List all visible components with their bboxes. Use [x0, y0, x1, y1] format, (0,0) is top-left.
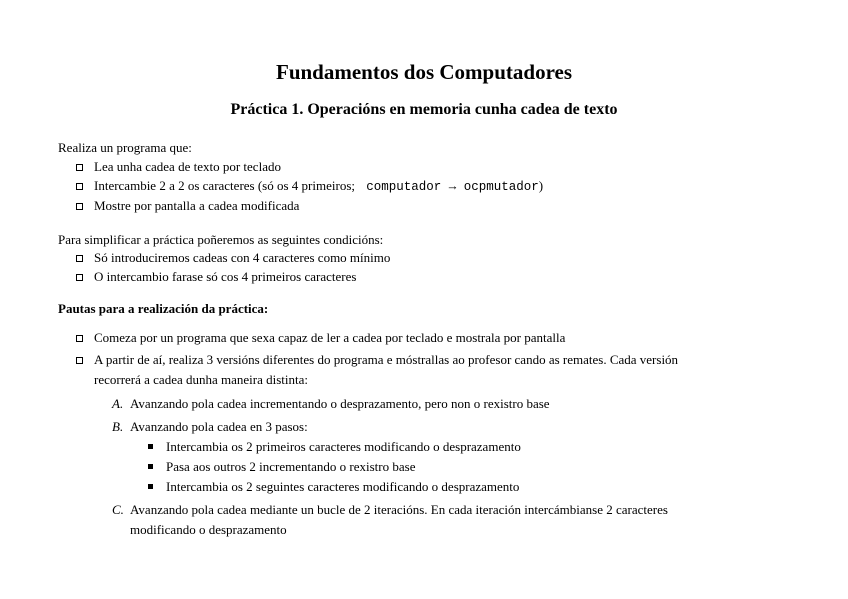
guideline-item-2-line-2: recorrerá a cadea dunha maneira distinta:	[94, 372, 309, 387]
version-c-line-1: Avanzando pola cadea mediante un bucle de 2 iteracións. En cada iteración intercámbianse 2 caracteres	[130, 502, 668, 517]
list-bullet-box	[76, 183, 83, 190]
example-close: )	[538, 178, 544, 193]
intro-item-2	[94, 176, 543, 197]
list-bullet-box	[76, 357, 83, 364]
intro-item-2-text: Intercambie 2 a 2 os caracteres (só os 4 primeiros;	[94, 178, 355, 193]
square-bullet	[148, 464, 153, 469]
version-c-letter: C.	[112, 502, 124, 517]
intro-text: Realiza un programa que:	[58, 140, 192, 155]
guideline-item-2-line-1: A partir de aí, realiza 3 versións diferentes do programa e móstrallas ao profesor cando as remates. Cada versión	[94, 352, 679, 367]
version-c-line-2: modificando o desprazamento	[130, 522, 287, 537]
simplify-text: Para simplificar a práctica poñeremos as seguintes condicións:	[58, 232, 384, 247]
list-bullet-box	[76, 203, 83, 210]
version-b-step-1: Intercambia os 2 primeiros caracteres modificando o desprazamento	[166, 439, 521, 454]
simplify-item-1: Só introduciremos cadeas con 4 caracteres como mínimo	[94, 250, 391, 265]
square-bullet	[148, 444, 153, 449]
intro-item-3: Mostre por pantalla a cadea modificada	[94, 198, 300, 213]
page-title: Fundamentos dos Computadores	[276, 60, 572, 84]
version-b-step-3: Intercambia os 2 seguintes caracteres modificando o desprazamento	[166, 479, 520, 494]
example-code: computador → ocpmutador	[366, 180, 539, 194]
page-subtitle: Práctica 1. Operacións en memoria cunha cadea de texto	[230, 101, 618, 118]
guideline-item-1: Comeza por un programa que sexa capaz de ler a cadea por teclado e mostrala por pantalla	[94, 330, 566, 345]
list-bullet-box	[76, 255, 83, 262]
guidelines-heading: Pautas para a realización da práctica:	[58, 301, 269, 316]
simplify-item-2: O intercambio farase só cos 4 primeiros caracteres	[94, 269, 357, 284]
version-b-letter: B.	[112, 419, 124, 434]
list-bullet-box	[76, 164, 83, 171]
version-b-text: Avanzando pola cadea en 3 pasos:	[130, 419, 308, 434]
version-a-text: Avanzando pola cadea incrementando o desprazamento, pero non o rexistro base	[130, 396, 550, 411]
list-bullet-box	[76, 335, 83, 342]
list-bullet-box	[76, 274, 83, 281]
intro-item-1: Lea unha cadea de texto por teclado	[94, 159, 281, 174]
version-b-step-2: Pasa aos outros 2 incrementando o rexistro base	[166, 459, 416, 474]
square-bullet	[148, 484, 153, 489]
version-a-letter: A.	[112, 396, 124, 411]
